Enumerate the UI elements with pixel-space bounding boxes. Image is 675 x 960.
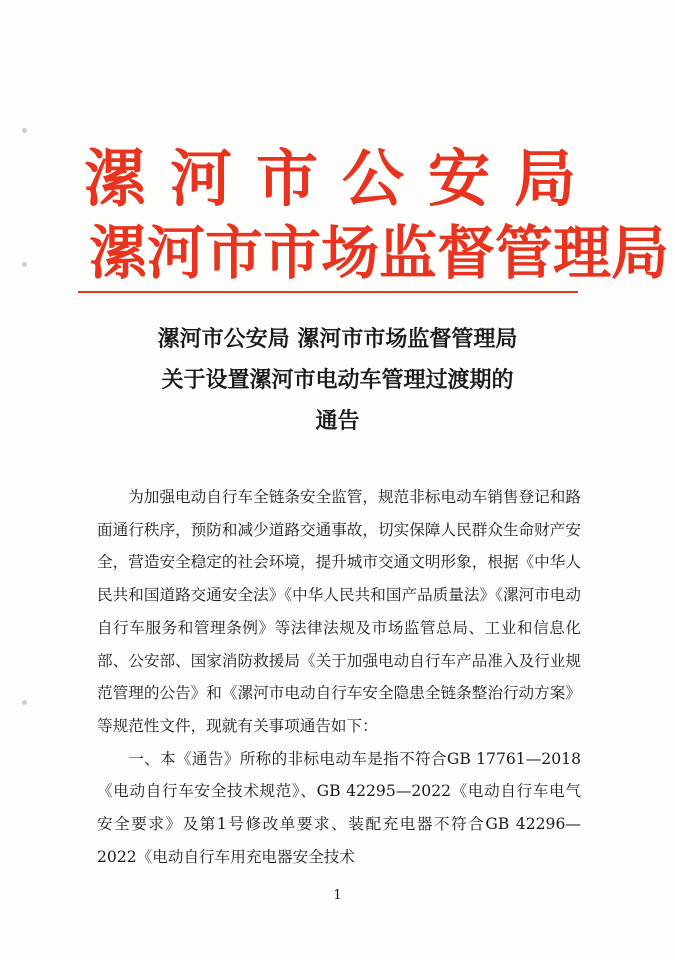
- binding-hole-mark: [22, 262, 27, 267]
- letterhead-line-1: 漯河市公安局: [83, 142, 600, 215]
- notice-title-line-3: 通告: [315, 408, 360, 434]
- letterhead-divider: [78, 291, 578, 293]
- binding-hole-mark: [22, 700, 27, 705]
- body-paragraph-item-1: 一、本《通告》所称的非标电动车是指不符合GB 17761—2018《电动自行车安全技术规范》、GB 42295—2022《电动自行车电气安全要求》及第1号修改单要求、装配充电器不符合GB 42296—2022《电动自行车用充电器安全技术: [97, 749, 581, 866]
- binding-hole-mark: [22, 128, 27, 133]
- letterhead-line-2: 漯河市市场监督管理局: [89, 219, 670, 287]
- body-paragraph-preamble: 为加强电动自行车全链条安全监管，规范非标电动车销售登记和路面通行秩序，预防和减少道路交通事故，切实保障人民群众生命财产安全，营造安全稳定的社会环境，提升城市交通文明形象，根据《中华人民共和国道路交通安全法》《中华人民共和国产品质量法》《漯河市电动自行车服务和管理条例》等法律法规及市场监管总局、工业和信息化部、公安部、国家消防救援局《关于加强电动自行车产品准入及行业规范管理的公告》和《漯河市电动自行车安全隐患全链条整治行动方案》等规范性文件，现就有关事项通告如下：: [97, 488, 581, 735]
- page-number: 1: [333, 888, 342, 903]
- notice-body: [97, 481, 581, 873]
- notice-title-line-2: 关于设置漯河市电动车管理过渡期的: [161, 367, 514, 393]
- notice-title-line-1: 漯河市公安局 漯河市市场监督管理局: [157, 326, 518, 352]
